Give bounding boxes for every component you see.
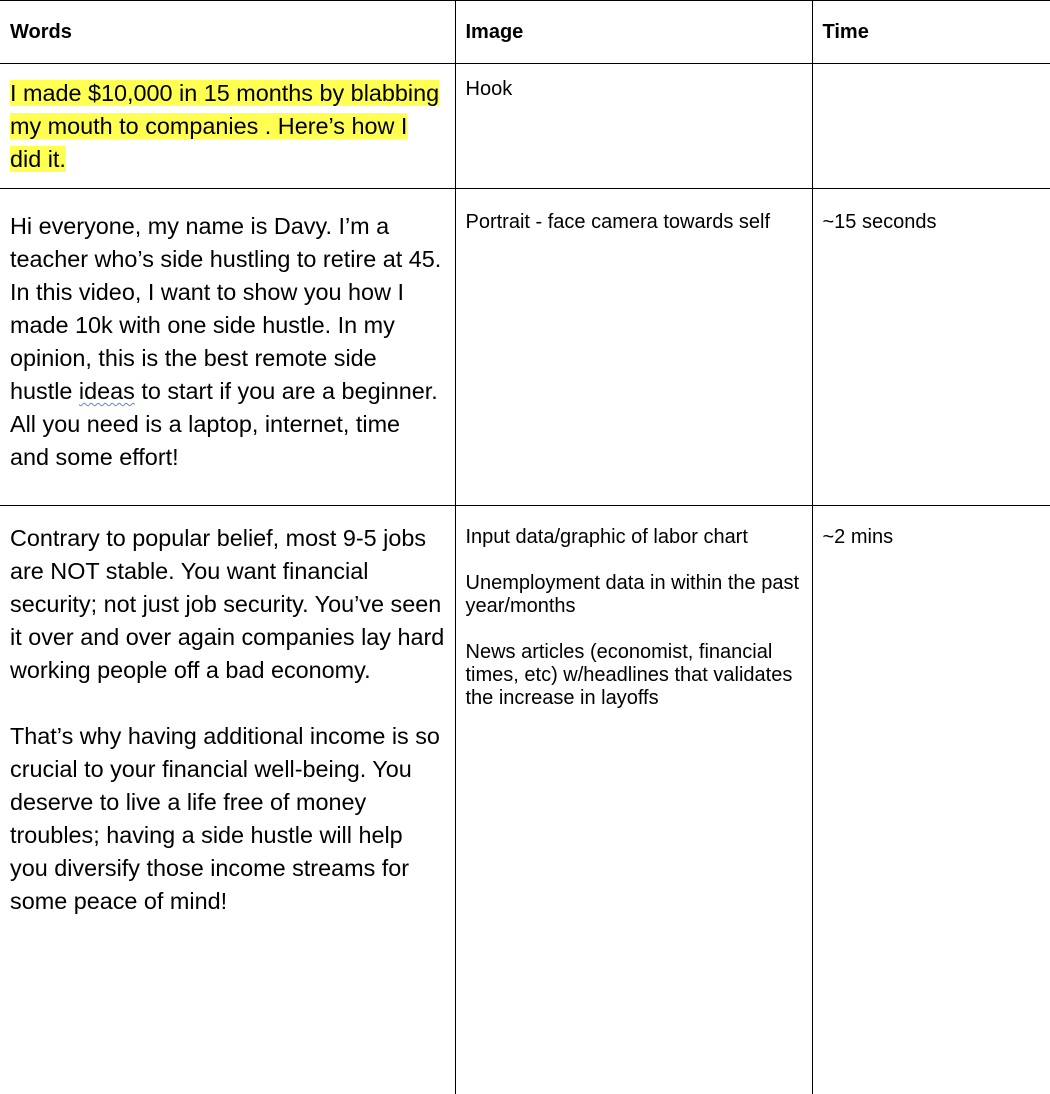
intro-text-before: Hi everyone, my name is Davy. I’m a teacher who’s side hustling to retire at 45. In this video, I want to show you how I made 10k with one side hustle. In my opinion, this is the best remote side hustle <box>10 213 441 404</box>
image-cell-text: Hook <box>456 64 812 101</box>
spellcheck-flagged-word[interactable]: ideas <box>79 378 135 404</box>
header-cell-time[interactable] <box>812 1 1050 64</box>
table-row <box>0 506 1050 1094</box>
header-cell-image[interactable] <box>455 1 812 64</box>
words-cell[interactable] <box>0 64 455 189</box>
time-cell[interactable] <box>812 189 1050 506</box>
header-cell-words[interactable] <box>0 1 455 64</box>
words-paragraph: That’s why having additional income is so crucial to your financial well-being. You deserve to live a life free of money troubles; having a side hustle will help you diversify those income streams for some peace of mind! <box>10 720 445 918</box>
image-cell[interactable] <box>455 506 812 1094</box>
image-cell[interactable] <box>455 189 812 506</box>
table-row <box>0 64 1050 189</box>
intro-text-after: to start if you are a beginner. All you need is a laptop, internet, time and some effort! <box>10 378 438 470</box>
time-cell[interactable] <box>812 64 1050 189</box>
table-row <box>0 189 1050 506</box>
time-cell-text <box>813 64 1050 78</box>
time-cell-text: ~2 mins <box>813 506 1050 549</box>
header-time: Time <box>813 1 1050 44</box>
words-paragraph: Contrary to popular belief, most 9-5 jobs are NOT stable. You want financial security; not just job security. You’ve seen it over and over again companies lay hard working people off a bad economy. <box>10 522 445 687</box>
image-cell-text: Portrait - face camera towards self <box>456 189 812 234</box>
header-image: Image <box>456 1 812 44</box>
highlighted-hook-text: I made $10,000 in 15 months by blabbing my mouth to companies . Here’s how I did it. <box>10 80 439 172</box>
image-paragraph: News articles (economist, financial times, etc) w/headlines that validates the increase in layoffs <box>466 641 802 710</box>
header-words: Words <box>0 1 455 44</box>
table-header-row <box>0 1 1050 64</box>
image-paragraph: Input data/graphic of labor chart <box>466 526 802 549</box>
image-cell[interactable] <box>455 64 812 189</box>
words-cell[interactable] <box>0 189 455 506</box>
time-cell[interactable] <box>812 506 1050 1094</box>
time-cell-text: ~15 seconds <box>813 189 1050 234</box>
words-cell[interactable] <box>0 506 455 1094</box>
image-paragraph: Unemployment data in within the past year/months <box>466 572 802 618</box>
